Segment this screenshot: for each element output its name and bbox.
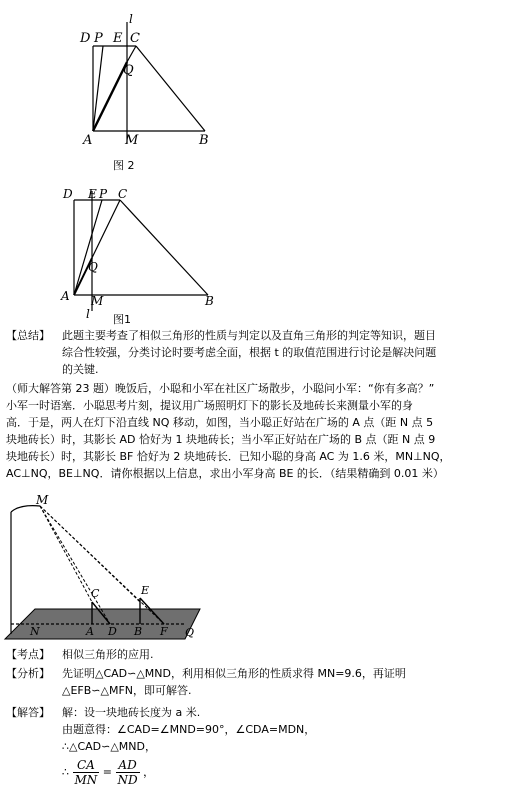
problem-line: （师大解答第 23 题）晚饭后，小聪和小军在社区广场散步，小聪问小军：“你有多高？” [6, 382, 435, 395]
problem-line: AC⊥NQ，BE⊥NQ．请你根据以上信息，求出小军身高 BE 的长．（结果精确到 0.01 米） [6, 467, 444, 480]
figure-2-caption: 图 2 [113, 159, 135, 172]
fig1-label-M: M [91, 294, 104, 308]
fig1-label-B: B [205, 294, 214, 308]
equals-sign: = [102, 765, 113, 779]
problem-line: 块地砖长）时，其影长 AD 恰好为 1 块地砖长；当小军正好站在广场的 B 点（距 N 点 9 [6, 433, 436, 446]
fig3-label-B: B [134, 625, 143, 638]
fig3-label-N: N [30, 625, 40, 638]
fig1-label-D: D [63, 187, 73, 201]
line-CB [120, 200, 208, 295]
fenxi-tag: 【分析】 [6, 667, 50, 680]
problem-line: 高．于是，两人在灯下沿直线 NQ 移动，如图，当小聪正好站在广场的 A 点（距 N 点 5 [6, 416, 434, 429]
fig1-label-P: P [99, 187, 108, 201]
figure-2 [75, 10, 225, 155]
fig3-label-F: F [160, 625, 168, 638]
fig3-label-Q: Q [185, 626, 195, 639]
fig3-label-C: C [91, 587, 100, 600]
jieda-proportion [62, 758, 517, 787]
fenxi-text [62, 665, 517, 699]
problem-text [6, 380, 516, 482]
fig2-label-Q: Q [123, 63, 134, 78]
fig3-label-E: E [141, 584, 150, 597]
jieda-line: ∴△CAD∽△MND， [62, 740, 156, 753]
fig1-label-A: A [61, 289, 70, 303]
fig3-label-D: D [108, 625, 117, 638]
summary-line: 此题主要考查了相似三角形的性质与判定以及直角三角形的判定等知识，题目 [62, 329, 436, 342]
fig3-label-A: A [86, 625, 94, 638]
fraction-denominator: ND [117, 773, 138, 787]
kaodian-text: 相似三角形的应用. [62, 648, 154, 661]
comma: ， [143, 765, 155, 779]
fig1-label-Q: Q [88, 260, 98, 274]
jieda-line: 由题意得：∠CAD=∠MND=90°，∠CDA=MDN， [62, 723, 316, 736]
fraction-ca-mn [73, 758, 100, 787]
fig2-label-M: M [125, 133, 139, 148]
therefore-symbol: ∴ [62, 765, 69, 779]
summary-text [62, 327, 517, 378]
figure-3-lamp-scene [0, 494, 210, 646]
ray-MD [40, 506, 110, 624]
fraction-ad-nd [116, 758, 140, 787]
fraction-numerator: AD [116, 758, 140, 773]
line-QC [127, 46, 136, 62]
fig2-label-A: A [83, 133, 93, 148]
fraction-denominator: MN [74, 773, 98, 787]
fig2-label-E: E [113, 31, 123, 46]
line-CB [136, 46, 205, 131]
fenxi-line: 先证明△CAD∽△MND，利用相似三角形的性质求得 MN=9.6，再证明 [62, 667, 406, 680]
figure-1-caption: 图1 [113, 313, 131, 326]
summary-tag: 【总结】 [6, 329, 50, 342]
fig1-label-E: E [88, 187, 97, 201]
fig2-label-B: B [199, 133, 209, 148]
fenxi-line: △EFB∽△MFN，即可解答. [62, 684, 192, 697]
problem-line: 小军一时语塞．小聪思考片刻，提议用广场照明灯下的影长及地砖长来测量小军的身 [6, 399, 413, 412]
fraction-numerator: CA [73, 758, 100, 773]
jieda-tag: 【解答】 [6, 706, 50, 719]
fig2-label-l: l [129, 12, 133, 26]
summary-line: 综合性较强，分类讨论时要考虑全面，根据 t 的取值范围进行讨论是解决问题 [62, 346, 437, 359]
fig1-label-l: l [86, 307, 90, 321]
problem-line: 块地砖长）时，其影长 BF 恰好为 2 块地砖长．已知小聪的身高 AC 为 1.6 米，MN⊥NQ， [6, 450, 451, 463]
fig2-label-D: D [80, 31, 91, 46]
fig1-label-C: C [118, 187, 128, 201]
kaodian-tag: 【考点】 [6, 648, 50, 661]
jieda-text [62, 704, 517, 787]
figure-1 [58, 183, 228, 323]
fig2-label-C: C [130, 31, 140, 46]
summary-line: 的关键. [62, 363, 99, 376]
fig2-label-P: P [94, 31, 103, 46]
ray-MC [40, 506, 92, 602]
ray-MF [40, 506, 164, 624]
line-PA [74, 200, 102, 295]
fig3-label-M: M [36, 494, 49, 507]
jieda-line: 解：设一块地砖长度为 a 米. [62, 706, 201, 719]
line-AQ [93, 62, 127, 131]
